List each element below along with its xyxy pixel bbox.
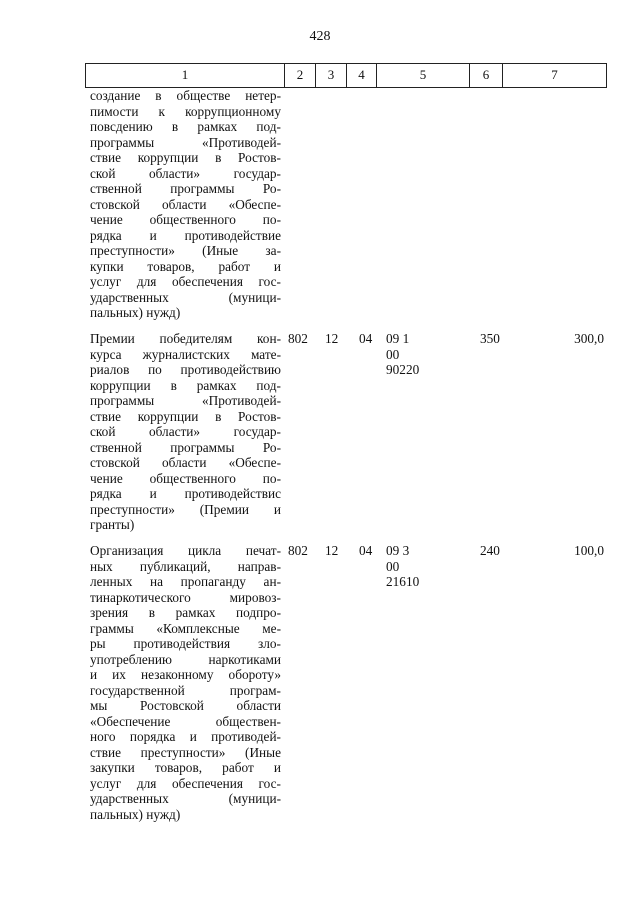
description-line: Организация цикла печат-	[90, 543, 281, 558]
description-line: пальных) нужд)	[90, 806, 181, 822]
description-line: риалов по противодействию	[90, 362, 281, 377]
description-line: пальных) нужд)	[90, 305, 181, 320]
cell-col5: 09 3 00 21610	[386, 543, 420, 589]
row-description	[90, 543, 281, 822]
cell-col2: 802	[288, 331, 308, 346]
column-header-6: 6	[470, 64, 503, 87]
description-line: ударственных (муници-	[90, 791, 281, 806]
description-line: услуг для обеспечения гос-	[90, 274, 281, 289]
description-line: ственной программы Ро-	[90, 439, 281, 455]
description-line: тинаркотического мировоз-	[90, 589, 281, 605]
row-description	[90, 331, 281, 533]
description-line: закупки товаров, работ и	[90, 760, 281, 775]
cell-col6: 350	[480, 331, 500, 346]
description-line: рядка и противодействие	[90, 227, 281, 243]
description-line: ской области» государ-	[90, 165, 281, 181]
cell-col2: 802	[288, 543, 308, 558]
column-header-1: 1	[85, 64, 285, 87]
description-line: ударственных (муници-	[90, 289, 281, 305]
description-line: ного порядка и противодей-	[90, 729, 281, 744]
cell-col7: 300,0	[574, 331, 604, 346]
description-line: повсдению в рамках под-	[90, 119, 281, 134]
column-header-2: 2	[285, 64, 316, 87]
cell-col4: 04	[359, 331, 373, 346]
description-line: и их незаконному обороту»	[90, 667, 281, 682]
cell-col4: 04	[359, 543, 373, 558]
description-line: граммы «Комплексные ме-	[90, 620, 281, 636]
description-line: ствие преступности» (Иные	[90, 744, 281, 760]
description-line: «Обеспечение обществен-	[90, 713, 281, 729]
description-line: ствие коррупции в Ростов-	[90, 150, 281, 165]
cell-col5: 09 1 00 90220	[386, 331, 420, 377]
table-header	[85, 63, 607, 88]
description-line: употреблению наркотиками	[90, 651, 281, 667]
cell-col7: 100,0	[574, 543, 604, 558]
description-line: государственной програм-	[90, 682, 281, 698]
row-description	[90, 88, 281, 321]
description-line: чение общественного по-	[90, 470, 281, 486]
description-line: услуг для обеспечения гос-	[90, 775, 281, 791]
description-line: рядка и противодействис	[90, 486, 281, 501]
description-line: стовской области «Обеспе-	[90, 196, 281, 212]
description-line: чение общественного по-	[90, 212, 281, 227]
description-line: зрения в рамках подпро-	[90, 605, 281, 620]
description-line: ленных на пропаганду ан-	[90, 574, 281, 589]
description-line: ных публикаций, направ-	[90, 558, 281, 574]
description-line: преступности» (Премии и	[90, 501, 281, 517]
description-line: купки товаров, работ и	[90, 258, 281, 274]
cell-col3: 12	[325, 543, 339, 558]
description-line: курса журналистских мате-	[90, 346, 281, 362]
description-line: программы «Противодей-	[90, 393, 281, 408]
description-line: ры противодействия зло-	[90, 636, 281, 651]
column-header-5: 5	[377, 64, 470, 87]
description-line: гранты)	[90, 517, 135, 532]
description-line: ской области» государ-	[90, 424, 281, 439]
description-line: пимости к коррупционному	[90, 103, 281, 119]
description-line: мы Ростовской области	[90, 698, 281, 713]
description-line: стовской области «Обеспе-	[90, 455, 281, 470]
description-line: программы «Противодей-	[90, 134, 281, 150]
description-line: Премии победителям кон-	[90, 331, 281, 346]
cell-col6: 240	[480, 543, 500, 558]
description-line: ствие коррупции в Ростов-	[90, 408, 281, 424]
description-line: ственной программы Ро-	[90, 181, 281, 196]
column-header-3: 3	[316, 64, 347, 87]
cell-col3: 12	[325, 331, 339, 346]
column-header-4: 4	[347, 64, 377, 87]
description-line: коррупции в рамках под-	[90, 377, 281, 393]
column-header-7: 7	[503, 64, 607, 87]
description-line: преступности» (Иные за-	[90, 243, 281, 258]
page-number: 428	[309, 29, 331, 44]
description-line: создание в обществе нетер-	[90, 88, 281, 103]
